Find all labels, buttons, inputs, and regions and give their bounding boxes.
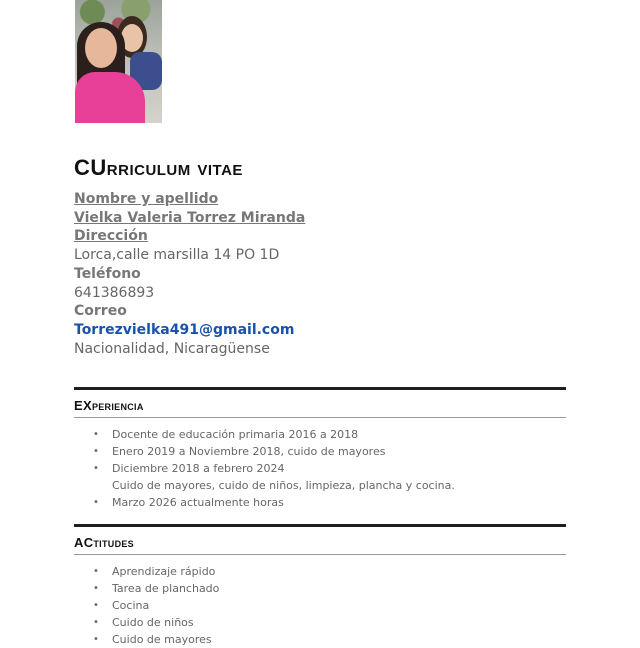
email-link[interactable]: Torrezvielka491@gmail.com: [74, 321, 295, 338]
profile-photo: [75, 0, 162, 123]
phone-value: 641386893: [74, 284, 155, 301]
list-item: • Cocina: [93, 599, 150, 612]
experience-bottom-rule: [74, 417, 566, 418]
cv-title: CUrriculum vitae: [74, 155, 243, 180]
list-item: • Enero 2019 a Noviembre 2018, cuido de mayores: [93, 445, 386, 458]
list-item: • Marzo 2026 actualmente horas: [93, 496, 284, 509]
attitudes-heading: ACtitudes: [74, 535, 134, 550]
list-item: • Docente de educación primaria 2016 a 2018: [93, 428, 359, 441]
experience-list: [74, 426, 554, 511]
phone-label: Teléfono: [74, 265, 141, 282]
nationality-value: Nacionalidad, Nicaragüense: [74, 340, 270, 357]
list-item: • Tarea de planchado: [93, 582, 220, 595]
attitudes-top-rule: [74, 524, 566, 527]
attitudes-list: [74, 563, 554, 648]
experience-top-rule: [74, 387, 566, 390]
email-label: Correo: [74, 303, 127, 320]
attitudes-bottom-rule: [74, 554, 566, 555]
address-label: Dirección: [74, 228, 148, 245]
address-value: Lorca,calle marsilla 14 PO 1D: [74, 247, 280, 264]
contact-block: [74, 190, 574, 358]
list-item: • Aprendizaje rápido: [93, 565, 216, 578]
list-item: • Cuido de niños: [93, 616, 194, 629]
full-name: Vielka Valeria Torrez Miranda: [74, 209, 306, 226]
list-item: • Diciembre 2018 a febrero 2024 Cuido de mayores, cuido de niños, limpieza, plancha y cocina.: [93, 462, 455, 492]
list-item: • Cuido de mayores: [93, 633, 212, 646]
experience-heading: EXperiencia: [74, 398, 144, 413]
name-label: Nombre y apellido: [74, 191, 219, 207]
